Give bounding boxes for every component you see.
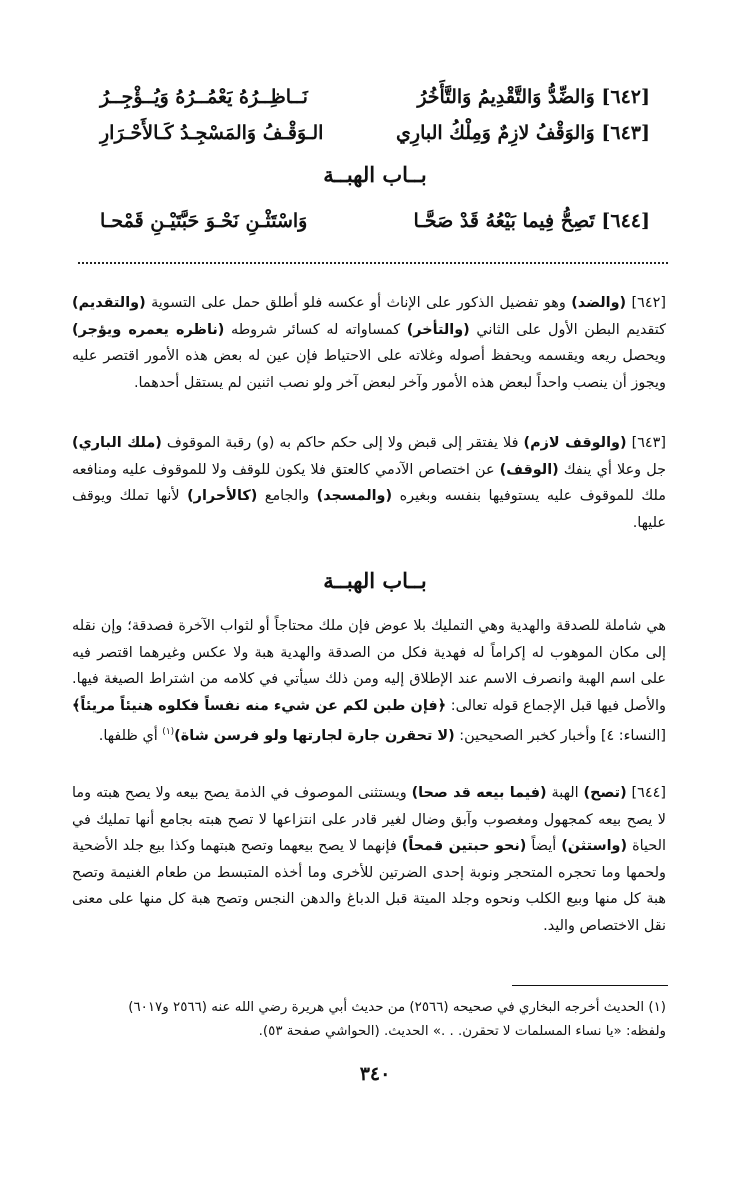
text: [النساء: ٤] وأخبار كخبر الصحيحين: [454,727,666,744]
text: لأنها تملك ويوقف عليها. [72,488,666,531]
verse-644-number: [٦٤٤] [601,210,650,232]
text: فلا يفتقر إلى قبض ولا إلى حكم حاكم به (و) رقبة الموقوف [161,435,524,451]
verse-642-second-hemistich: نَــاظِــرُهُ يَعْمُــرُهُ وَيُــؤْجِــرُ [100,86,308,108]
footnote-line-2: ولفظه: «يا نساء المسلمات لا تحقرن. . .» الحديث. (الحواشي صفحة ٥٣). [258,1024,666,1039]
bold-text: (والوقف لازم) [523,435,627,451]
verse-644-first-hemistich [413,210,650,232]
commentary-644 [72,780,666,939]
verse-643-first-hemistich [396,122,650,144]
bold-text: (والتأخر) [406,321,470,338]
page-number: ٣٤٠ [359,1063,391,1085]
commentary-643 [72,430,666,536]
section-title: بــاب الهبــة [323,162,427,187]
text: جل وعلا أي ينفك [558,461,667,478]
verse-644-second-hemistich: وَاسْتَثْـنِ نَحْـوَ حَبَّتَيْـنِ قَمْحـا [100,210,308,232]
verse-644-first-text: تَصِحُّ فِيما بَيْعُهُ قَدْ صَحَّـا [413,210,595,232]
verse-642-first-text: وَالضِّدُّ وَالتَّقْدِيمُ وَالتَّأَخُرُ [417,86,595,108]
section-title-2: بــاب الهبــة [323,568,427,593]
verse-643-second-hemistich: الـوَقْـفُ وَالمَسْجِـدُ كَـالأَحْـرَارِ [100,122,324,144]
verse-642 [100,82,650,112]
bold-text: (نحو حبتين قمحاً) [401,838,527,854]
bold-text: (ملك الباري) [72,435,162,451]
text: [٦٤٢] [626,295,666,311]
bold-text: (كالأحرار) [187,488,258,504]
text: [٦٤٣] [626,435,667,451]
bold-text: (ناظره يعمره ويؤجر) [72,321,225,338]
text: الهبة [546,785,584,801]
text: ويحصل ريعه ويقسمه ويحفظ أصوله وغلاته على الاحتياط فإن عين له بعض هذه الأمور اقتصر عليه ويجوز أن ينصب واحداً لبعض هذه الأمور وآخر لبعض آخر ولو نصب اثنين لم يستقل أحدهما. [72,348,666,391]
bold-text: (تصح) [583,785,627,801]
text: كمساواته له كسائر شروطه [224,321,407,338]
text: أي ظلفها. [98,727,163,744]
text: عن اختصاص الآدمي كالعتق فلا يكون للوقف ولا للموقوف عليه ومنافعه ملك للموقوف عليه يستوفيها بنفسه وبغيره [72,461,666,504]
text: [٦٤٤] [626,785,666,801]
footnote-line-1: (١) الحديث أخرجه البخاري في صحيحه (٢٥٦٦) من حديث أبي هريرة رضي الله عنه (٢٥٦٦ و٦٠١٧) [128,1000,666,1015]
text: والجامع [257,488,317,504]
bold-text: (الوقف) [499,461,559,478]
text: هي شاملة للصدقة والهدية وهي التمليك بلا عوض فإن ملك محتاجاً أو لثواب الآخرة فصدقة؛ وإن نقله إلى مكان الموهوب له إكراماً له فهدية فكل من الصدقة والهدية هبة ولا عكس وغيرهما اقتصر فيه على اسم الهبة وانصرف الاسم عند الإطلاق إليه ومن ذلك سيأتي في كلامه من اشتراط الصيغة فيها. والأصل فيها قبل الإجماع قوله تعالى: [72,618,666,714]
text: أيضاً [526,838,562,854]
quran-quote: ﴿فإن طبن لكم عن شيء منه نفساً فكلوه هنيئاً مريئاً﴾ [72,697,447,714]
text: وهو تفضيل الذكور على الإناث أو عكسه فلو أطلق حمل على التسوية [145,295,572,311]
bold-text: (واستثن) [561,838,628,854]
hadith-quote: (لا تحقرن جارة لجارتها ولو فرسن شاة) [174,727,455,744]
verse-644 [100,206,650,236]
footnote [72,996,666,1044]
verse-642-number: [٦٤٢] [601,86,650,108]
verse-643-number: [٦٤٣] [601,122,650,144]
footnote-ref[interactable]: (١) [162,727,175,737]
text: كتقديم البطن الأول على الثاني [469,321,666,338]
bold-text: (والتقديم) [72,295,146,311]
commentary-642 [72,290,666,396]
verse-642-first-hemistich [417,86,650,108]
text: فإنهما لا يصح بيعهما وتصح هبتهما وكذا بيع جلد الأضحية ولحمها وما تحجره المتحجر ونوبة إحدى الضرتين للأخرى وما أخذه المتبسط من طعام الغنيمة وتصح هبة كل منها وبيع الكلب ونحوه وجلد الميتة قبل الدباغ والدهن النجس وتصح هبة كل منها على معنى نقل الاختصاص واليد. [72,838,666,934]
verse-643 [100,118,650,148]
footnote-rule [512,985,668,986]
bold-text: (والمسجد) [316,488,393,504]
text: ويستثنى الموصوف في الذمة يصح بيعه ولا يصح هبته وما لا يصح بيعه كمجهول ومغصوب وآبق وضال لغير قادر على انتزاعها لا تصح هبته بجامع أنها تمليك في الحياة [72,785,667,854]
bold-text: (والضد) [571,295,627,311]
dotted-separator [78,262,668,264]
bold-text: (فيما بيعه قد صحا) [411,785,547,801]
verse-643-first-text: وَالوَقْفُ لازِمٌ وَمِلْكُ البارِي [396,122,595,144]
hiba-introduction [72,613,666,749]
